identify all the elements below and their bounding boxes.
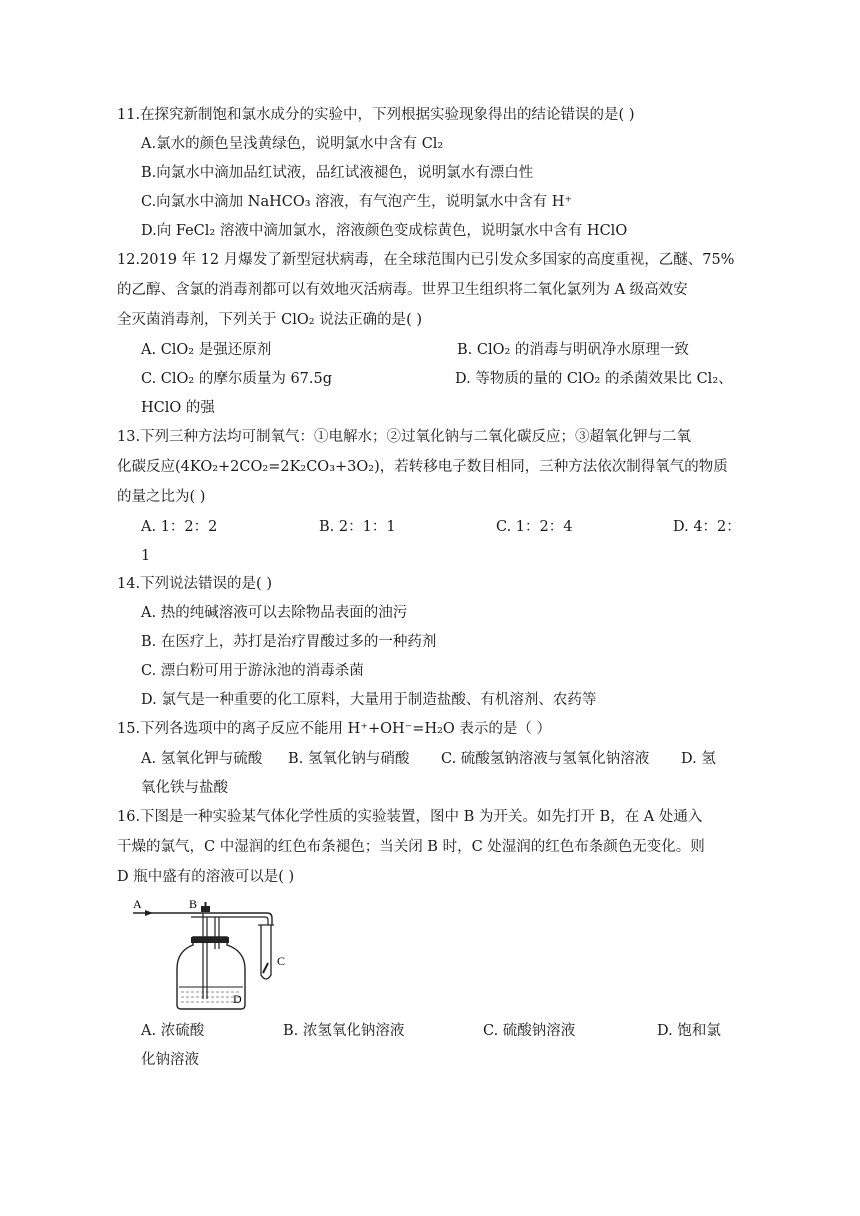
q11-option-a: A.氯水的颜色呈浅黄绿色，说明氯水中含有 Cl₂ xyxy=(141,136,444,152)
q16-option-a: A. 浓硫酸 xyxy=(141,1023,205,1039)
q15-option-b: B. 氢氧化钠与硝酸 xyxy=(288,751,410,767)
test-tube-c xyxy=(261,925,271,979)
q12-stem-line2: 的乙醇、含氯的消毒剂都可以有效地灭活病毒。世界卫生组织将二氧化氯列为 A 级高效安 xyxy=(117,282,688,298)
q16-option-c: C. 硫酸钠溶液 xyxy=(483,1023,576,1039)
q16-stem-line3: D 瓶中盛有的溶液可以是( ) xyxy=(117,869,295,885)
q16-option-d-line1: D. 饱和氯 xyxy=(657,1023,721,1039)
q12-stem-line3: 全灭菌消毒剂，下列关于 ClO₂ 说法正确的是( ) xyxy=(117,312,423,328)
q11-stem: 11.在探究新制饱和氯水成分的实验中，下列根据实验现象得出的结论错误的是( ) xyxy=(117,107,635,123)
stopper xyxy=(191,937,229,943)
q16-option-d-line2: 化钠溶液 xyxy=(141,1052,199,1068)
q15-option-d-line2: 氧化铁与盐酸 xyxy=(141,780,228,796)
q12-option-d-line1: D. 等物质的量的 ClO₂ 的杀菌效果比 Cl₂、 xyxy=(455,371,733,387)
label-a: A xyxy=(133,897,142,911)
q13-stem-line1: 13.下列三种方法均可制氧气：①电解水；②过氧化钠与二氧化碳反应；③超氧化钾与二氧 xyxy=(117,429,692,445)
q14-option-d: D. 氯气是一种重要的化工原料，大量用于制造盐酸、有机溶剂、农药等 xyxy=(141,692,597,708)
q11-option-b: B.向氯水中滴加品红试液，品红试液褪色，说明氯水有漂白性 xyxy=(141,165,534,181)
q12-stem-line1: 12.2019 年 12 月爆发了新型冠状病毒，在全球范围内已引发众多国家的高度重视，乙醚、75% xyxy=(117,252,735,268)
q13-stem-line2: 化碳反应(4KO₂+2CO₂=2K₂CO₃+3O₂)，若转移电子数目相同，三种方法依次制得氧气的物质 xyxy=(117,459,728,475)
arrow-head xyxy=(145,910,153,916)
q13-option-b: B. 2：1：1 xyxy=(319,519,396,535)
q12-option-b: B. ClO₂ 的消毒与明矾净水原理一致 xyxy=(457,342,689,358)
q15-stem: 15.下列各选项中的离子反应不能用 H⁺+OH⁻=H₂O 表示的是（ ） xyxy=(117,721,552,737)
q15-option-a: A. 氢氧化钾与硫酸 xyxy=(141,751,263,767)
cloth-strip xyxy=(263,963,268,973)
q13-option-a: A. 1：2：2 xyxy=(141,519,218,535)
q12-option-a: A. ClO₂ 是强还原剂 xyxy=(141,342,272,358)
q16-stem-line1: 16.下图是一种实验某气体化学性质的实验装置，图中 B 为开关。如先打开 B，在 A 处通入 xyxy=(117,809,703,825)
label-d: D xyxy=(233,992,242,1006)
q16-stem-line2: 干燥的氯气，C 中湿润的红色布条褪色；当关闭 B 时，C 处湿润的红色布条颜色无变化。则 xyxy=(117,839,705,855)
gas-apparatus-diagram xyxy=(127,893,297,1013)
q13-stem-line3: 的量之比为( ) xyxy=(117,489,206,505)
q13-option-d-line2: 1 xyxy=(141,548,151,564)
q15-option-d-line1: D. 氢 xyxy=(681,751,716,767)
q14-option-a: A. 热的纯碱溶液可以去除物品表面的油污 xyxy=(141,605,408,621)
q14-option-b: B. 在医疗上，苏打是治疗胃酸过多的一种药剂 xyxy=(141,634,437,650)
q16-option-b: B. 浓氢氧化钠溶液 xyxy=(283,1023,405,1039)
q12-option-c: C. ClO₂ 的摩尔质量为 67.5g xyxy=(141,371,333,387)
q13-option-c: C. 1：2：4 xyxy=(496,519,573,535)
label-c: C xyxy=(277,954,286,968)
valve-b xyxy=(201,906,210,912)
q15-option-c: C. 硫酸氢钠溶液与氢氧化钠溶液 xyxy=(441,751,650,767)
q14-stem: 14.下列说法错误的是( ) xyxy=(117,576,272,592)
q11-option-c: C.向氯水中滴加 NaHCO₃ 溶液，有气泡产生，说明氯水中含有 H⁺ xyxy=(141,194,573,210)
label-b: B xyxy=(189,897,198,911)
q14-option-c: C. 漂白粉可用于游泳池的消毒杀菌 xyxy=(141,663,364,679)
q13-option-d-line1: D. 4：2： xyxy=(673,519,741,535)
q11-option-d: D.向 FeCl₂ 溶液中滴加氯水，溶液颜色变成棕黄色，说明氯水中含有 HClO xyxy=(141,223,628,239)
q12-option-d-line2: HClO 的强 xyxy=(141,400,215,416)
